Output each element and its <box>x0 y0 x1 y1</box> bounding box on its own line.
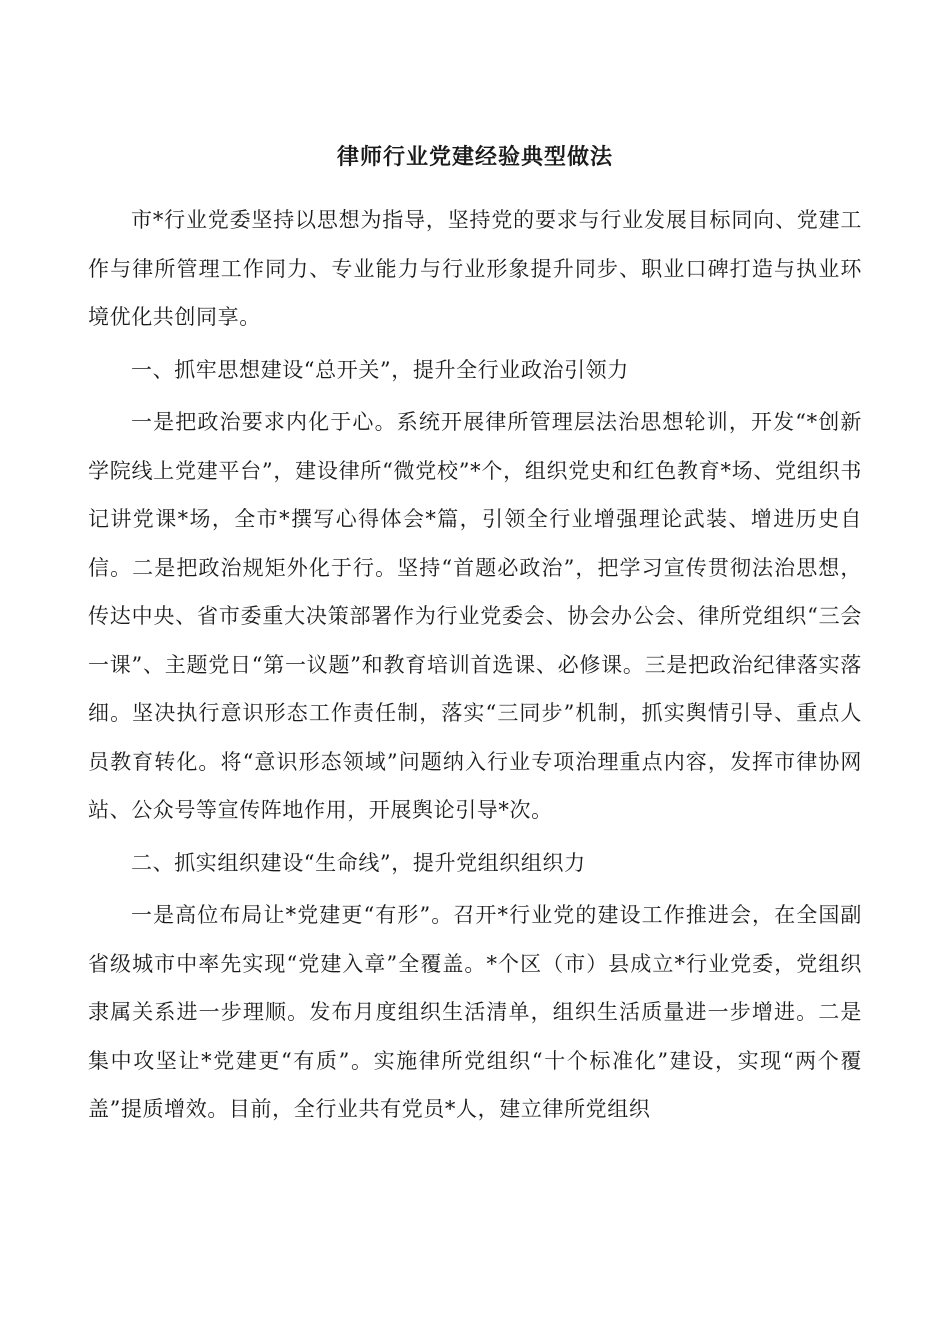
section-2-paragraph: 一是高位布局让*党建更“有形”。召开*行业党的建设工作推进会，在全国副省级城市中率先实现“党建入章”全覆盖。*个区（市）县成立*行业党委，党组织隶属关系进一步理顺。发布月度组织生活清单，组织生活质量进一步增进。二是集中攻坚让*党建更“有质”。实施律所党组织“十个标准化”建设，实现“两个覆盖”提质增效。目前，全行业共有党员*人，建立律所党组织 <box>88 903 862 1121</box>
section-1-paragraph: 一是把政治要求内化于心。系统开展律所管理层法治思想轮训，开发“*创新学院线上党建平台”，建设律所“微党校”*个，组织党史和红色教育*场、党组织书记讲党课*场，全市*撰写心得体会*篇，引领全行业增强理论武装、增进历史自信。二是把政治规矩外化于行。坚持“首题必政治”，把学习宣传贯彻法治思想，传达中央、省市委重大决策部署作为行业党委会、协会办公会、律所党组织“三会一课”、主题党日“第一议题”和教育培训首选课、必修课。三是把政治纪律落实落细。坚决执行意识形态工作责任制，落实“三同步”机制，抓实舆情引导、重点人员教育转化。将“意识形态领域”问题纳入行业专项治理重点内容，发挥市律协网站、公众号等宣传阵地作用，开展舆论引导*次。 <box>88 410 862 822</box>
intro-paragraph: 市*行业党委坚持以思想为指导，坚持党的要求与行业发展目标同向、党建工作与律所管理工作同力、专业能力与行业形象提升同步、职业口碑打造与执业环境优化共创同享。 <box>88 208 862 329</box>
section-heading-1: 一、抓牢思想建设“总开关”，提升全行业政治引领力 <box>131 357 629 382</box>
section-heading-2: 二、抓实组织建设“生命线”，提升党组织组织力 <box>131 850 586 875</box>
document-body <box>88 196 862 1138</box>
document-title: 律师行业党建经验典型做法 <box>336 145 613 170</box>
